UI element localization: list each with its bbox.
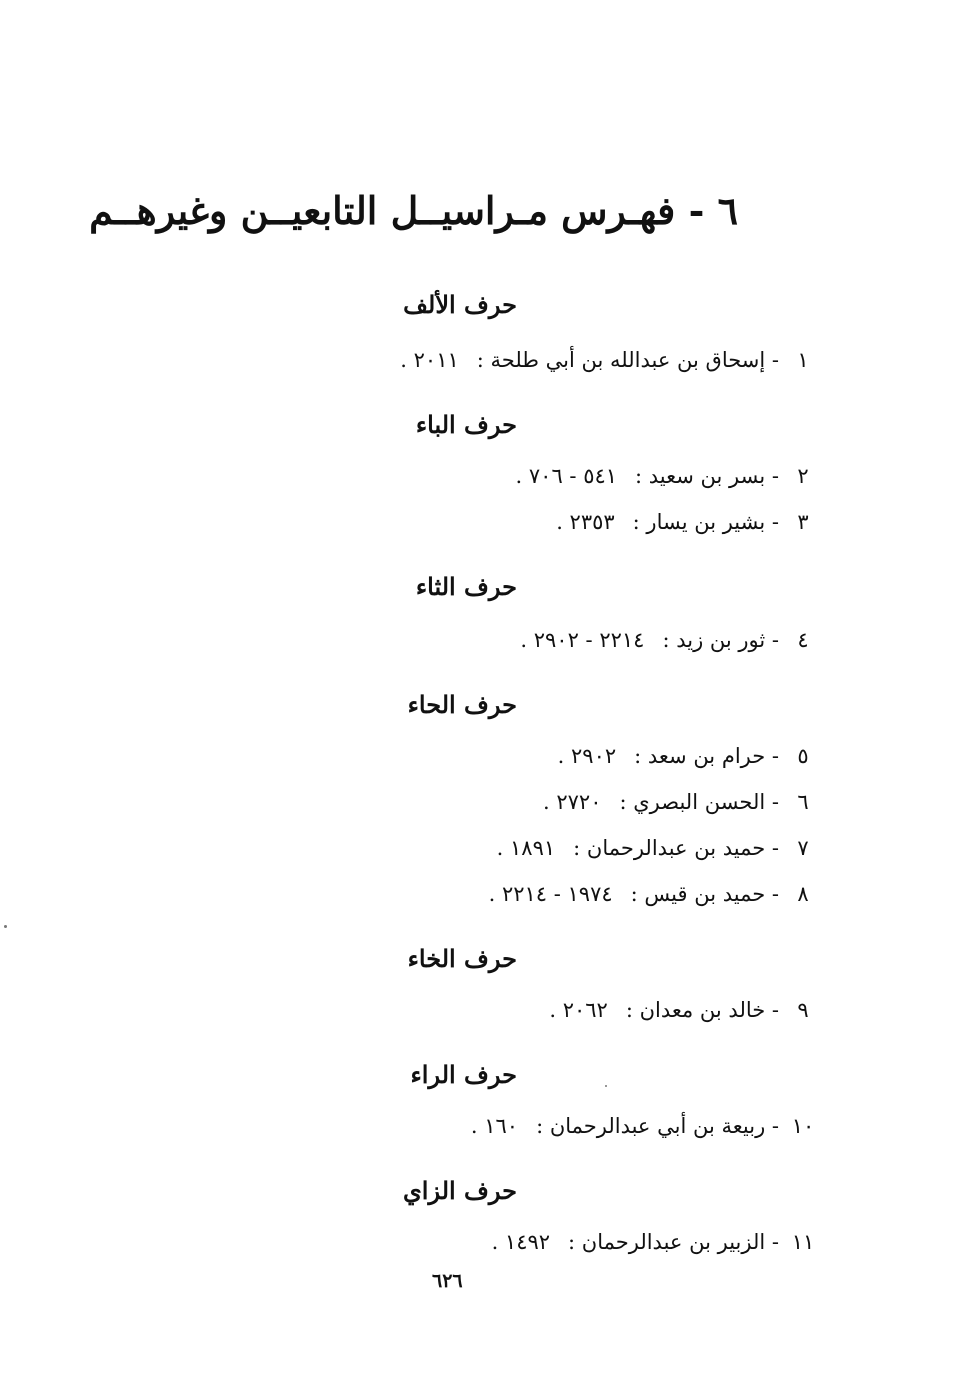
entry-references: ٢٠٦٢ . <box>549 998 608 1022</box>
entry-name: - إسحاق بن عبدالله بن أبي طلحة : <box>476 348 779 372</box>
index-entry <box>516 464 821 488</box>
entry-number: ٩ <box>797 998 809 1022</box>
entry-number: ٣ <box>797 510 809 534</box>
entry-references: ٥٤١ - ٧٠٦ . <box>515 464 618 488</box>
entry-number: ٥ <box>797 744 809 768</box>
entry-references: ٢٢١٤ - ٢٩٠٢ . <box>520 628 645 652</box>
entry-name: - الحسن البصري : <box>619 790 779 814</box>
page-title: ٦ - فهـرس مـراسيــل التابعيــن وغيرهــم <box>89 188 738 233</box>
entry-number: ٢ <box>797 464 809 488</box>
entry-name: - الزبير بن عبدالرحمان : <box>568 1230 779 1254</box>
entry-number: ٧ <box>797 836 809 860</box>
scan-speck <box>605 1085 607 1087</box>
entry-number: ١١ <box>791 1230 815 1254</box>
page-number: ٦٢٦ <box>432 1270 463 1292</box>
entry-number: ١ <box>797 348 809 372</box>
entry-references: ٢٩٠٢ . <box>557 744 617 768</box>
entry-number: ١٠ <box>791 1114 815 1138</box>
section-heading-zay: حرف الزاي <box>403 1176 517 1205</box>
entry-name: - حميد بن عبدالرحمان : <box>573 836 779 860</box>
section-heading-ba: حرف الباء <box>415 410 517 439</box>
index-entry <box>543 790 821 814</box>
entry-number: ٨ <box>797 882 809 906</box>
section-heading-ha: حرف الحاء <box>407 690 517 719</box>
index-entry <box>558 744 821 768</box>
entry-name: - بسر بن سعيد : <box>635 464 779 488</box>
index-entry <box>556 510 821 534</box>
index-entry <box>492 1230 821 1254</box>
entry-references: ١٨٩١ . <box>496 836 556 860</box>
entry-references: ٢٣٥٣ . <box>556 510 615 534</box>
entry-name: - بشير بن يسار : <box>632 510 779 534</box>
section-heading-ra: حرف الراء <box>410 1060 517 1089</box>
section-heading-tha: حرف الثاء <box>415 572 517 601</box>
section-heading-kha: حرف الخاء <box>407 944 517 973</box>
entry-references: ٢٧٢٠ . <box>543 790 602 814</box>
index-entry <box>520 628 821 652</box>
index-entry <box>400 348 821 372</box>
entry-references: ١٩٧٤ - ٢٢١٤ . <box>488 882 613 906</box>
index-entry <box>471 1114 821 1138</box>
index-entry <box>489 882 821 906</box>
entry-references: ٢٠١١ . <box>400 348 459 372</box>
entry-name: - خالد بن معدان : <box>625 998 779 1022</box>
section-heading-alif: حرف الألف <box>403 290 517 319</box>
entry-references: ١٦٠ . <box>470 1114 519 1138</box>
scan-speck <box>4 925 7 928</box>
entry-number: ٤ <box>797 628 809 652</box>
entry-name: - حرام بن سعد : <box>634 744 779 768</box>
entry-references: ١٤٩٢ . <box>491 1230 551 1254</box>
index-entry <box>497 836 821 860</box>
entry-name: - ربيعة بن أبي عبدالرحمان : <box>536 1114 779 1138</box>
index-entry <box>549 998 821 1022</box>
entry-number: ٦ <box>797 790 809 814</box>
entry-name: - حميد بن قيس : <box>630 882 779 906</box>
entry-name: - ثور بن زيد : <box>662 628 779 652</box>
